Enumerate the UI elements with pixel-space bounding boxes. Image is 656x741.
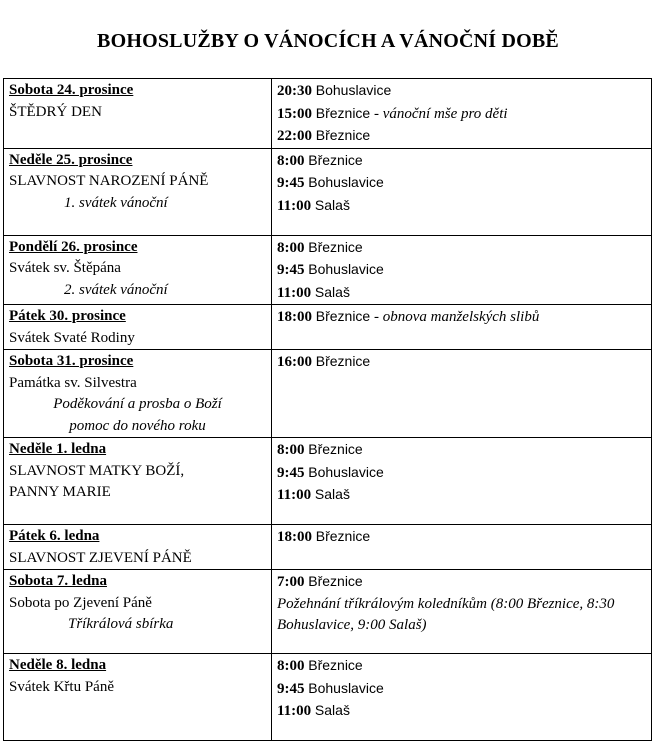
service-place: Salaš xyxy=(314,486,350,502)
services-cell xyxy=(272,438,652,525)
table-row xyxy=(4,235,652,305)
service-time: 9:45 xyxy=(277,680,305,697)
service-time: 8:00 xyxy=(277,239,305,256)
table-row xyxy=(4,570,652,654)
day-heading: Sobota 7. ledna xyxy=(9,573,107,589)
day-heading: Pondělí 26. prosince xyxy=(9,238,138,255)
service-time: 16:00 xyxy=(277,354,312,370)
day-cell xyxy=(4,79,272,149)
schedule-table xyxy=(3,78,652,741)
table-row xyxy=(4,438,652,525)
service-place: Březnice xyxy=(315,127,371,143)
service-time: 9:45 xyxy=(277,262,305,278)
service-place: Salaš xyxy=(314,702,350,718)
day-cell xyxy=(4,350,272,438)
table-row xyxy=(4,148,652,235)
service-time: 15:00 xyxy=(277,105,312,122)
feast-name: Svátek Svaté Rodiny xyxy=(9,329,135,346)
table-row xyxy=(4,79,652,149)
services-cell xyxy=(272,148,652,235)
page-title: BOHOSLUŽBY O VÁNOCÍCH A VÁNOČNÍ DOBĚ xyxy=(97,30,559,52)
feast-name: ŠTĚDRÝ DEN xyxy=(9,103,102,120)
feast-name: SLAVNOST ZJEVENÍ PÁNĚ xyxy=(9,549,192,566)
service-place: Březnice xyxy=(315,104,371,121)
service-place: Březnice xyxy=(308,151,363,168)
service-time: 9:45 xyxy=(277,464,305,481)
day-heading: Neděle 25. prosince xyxy=(9,151,133,168)
services-cell xyxy=(272,350,652,438)
table-row xyxy=(4,525,652,570)
service-place: Březnice xyxy=(308,238,363,255)
service-place: Bohuslavice xyxy=(315,82,392,98)
service-time: 9:45 xyxy=(277,175,305,191)
table-row xyxy=(4,654,652,741)
service-time: 11:00 xyxy=(277,284,312,301)
day-cell xyxy=(4,235,272,305)
service-note: Požehnání tříkrálovým koledníkům (8:00 Březnice, 8:30 Bohuslavice, 9:00 Salaš) xyxy=(277,595,615,633)
day-heading: Pátek 30. prosince xyxy=(9,308,126,324)
service-place: Bohuslavice xyxy=(308,261,384,277)
day-cell xyxy=(4,305,272,350)
service-place: Bohuslavice xyxy=(308,463,384,480)
service-time: 8:00 xyxy=(277,152,305,169)
feast-name: SLAVNOST MATKY BOŽÍ, xyxy=(9,462,185,479)
table-row xyxy=(4,305,652,350)
day-heading: Sobota 31. prosince xyxy=(9,353,134,369)
feast-name: Památka sv. Silvestra xyxy=(9,374,137,391)
day-heading: Neděle 1. ledna xyxy=(9,441,107,457)
service-place: Březnice xyxy=(315,528,371,544)
service-place: Bohuslavice xyxy=(308,174,384,190)
service-time: 18:00 xyxy=(277,529,312,545)
service-time: 7:00 xyxy=(277,574,305,590)
service-time: 11:00 xyxy=(277,197,312,214)
table-row xyxy=(4,350,652,438)
services-cell xyxy=(272,305,652,350)
service-time: 20:30 xyxy=(277,83,312,99)
services-cell xyxy=(272,654,652,741)
service-place: Březnice xyxy=(308,441,363,457)
feast-name: SLAVNOST NAROZENÍ PÁNĚ xyxy=(9,173,209,189)
feast-subtitle: pomoc do nového roku xyxy=(69,417,206,434)
day-heading: Sobota 24. prosince xyxy=(9,82,134,98)
feast-name: Svátek sv. Štěpána xyxy=(9,260,121,276)
service-place: Salaš xyxy=(314,196,350,213)
service-time: 8:00 xyxy=(277,442,305,458)
day-cell xyxy=(4,438,272,525)
feast-subtitle: Poděkování a prosba o Boží xyxy=(53,396,222,412)
day-heading: Pátek 6. ledna xyxy=(9,528,100,544)
service-place: Březnice xyxy=(308,657,363,673)
service-place: Březnice xyxy=(315,308,371,324)
feast-name: Svátek Křtu Páně xyxy=(9,678,114,695)
services-cell xyxy=(272,525,652,570)
service-time: 8:00 xyxy=(277,658,305,674)
service-place: Bohuslavice xyxy=(308,679,384,696)
day-cell xyxy=(4,148,272,235)
service-place: Salaš xyxy=(314,283,350,300)
day-cell xyxy=(4,654,272,741)
service-place: Březnice xyxy=(308,573,363,589)
day-cell xyxy=(4,570,272,654)
services-cell xyxy=(272,235,652,305)
services-cell xyxy=(272,570,652,654)
feast-subtitle: 1. svátek vánoční xyxy=(64,194,168,211)
service-time: 22:00 xyxy=(277,128,312,144)
day-cell xyxy=(4,525,272,570)
services-cell xyxy=(272,79,652,149)
service-note: - vánoční mše pro děti xyxy=(370,105,508,122)
feast-name: PANNY MARIE xyxy=(9,484,111,500)
service-time: 11:00 xyxy=(277,487,312,503)
day-heading: Neděle 8. ledna xyxy=(9,657,107,673)
feast-name: Sobota po Zjevení Páně xyxy=(9,594,152,611)
service-time: 18:00 xyxy=(277,309,312,325)
service-place: Březnice xyxy=(315,353,371,369)
service-time: 11:00 xyxy=(277,703,312,719)
feast-subtitle: Tříkrálová sbírka xyxy=(68,616,174,632)
feast-subtitle: 2. svátek vánoční xyxy=(64,281,168,298)
service-note: - obnova manželských slibů xyxy=(370,309,540,325)
